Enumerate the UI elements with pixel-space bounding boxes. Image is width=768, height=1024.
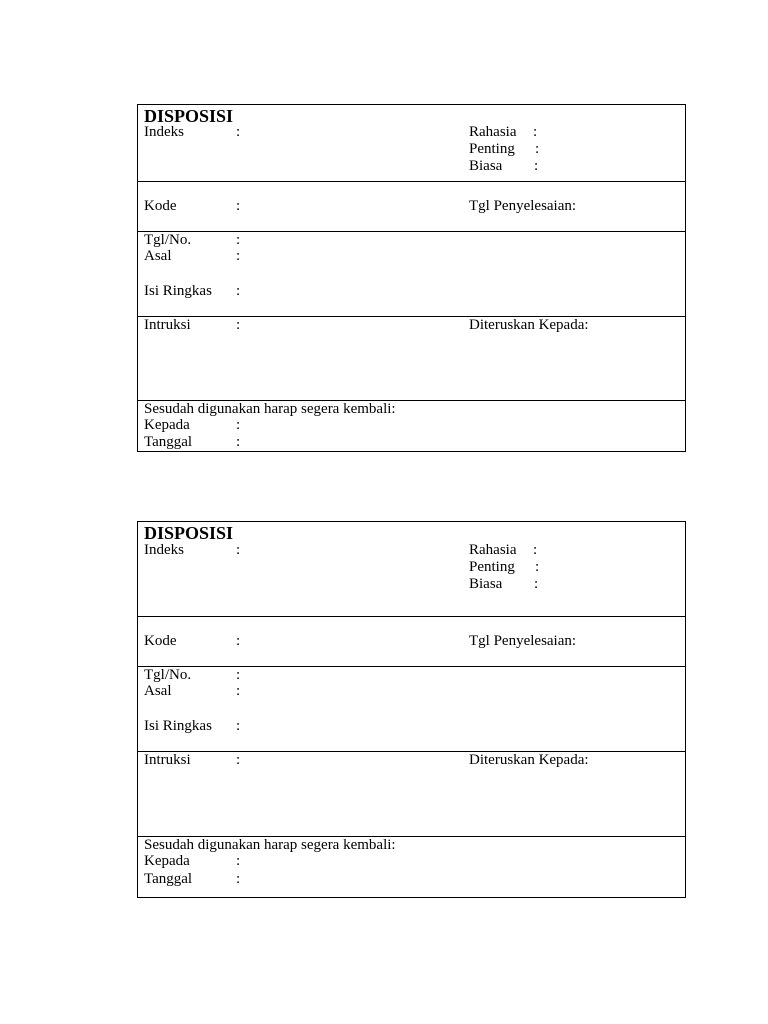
asal-label: Asal [144, 683, 172, 699]
asal-label: Asal [144, 248, 172, 264]
kode-section [138, 617, 685, 667]
biasa-label: Biasa [469, 576, 503, 592]
penting-colon: : [535, 141, 540, 157]
rahasia-colon: : [533, 124, 538, 140]
surat-section [138, 232, 685, 317]
biasa-label: Biasa [469, 158, 503, 174]
tgl-penyelesaian-label: Tgl Penyelesaian: [469, 633, 577, 649]
kembali-section [138, 401, 685, 451]
disposisi-form-1 [137, 104, 686, 452]
kepada-label: Kepada [144, 417, 190, 433]
intruksi-label: Intruksi [144, 752, 191, 768]
form-title: DISPOSISI [144, 106, 234, 126]
rahasia-colon: : [533, 542, 538, 558]
diteruskan-label: Diteruskan Kepada: [469, 752, 589, 768]
tgl-no-colon: : [236, 232, 241, 248]
kode-label: Kode [144, 633, 177, 649]
tanggal-colon: : [236, 434, 241, 450]
diteruskan-label: Diteruskan Kepada: [469, 317, 589, 333]
asal-colon: : [236, 683, 241, 699]
penting-label: Penting [469, 141, 515, 157]
intruksi-label: Intruksi [144, 317, 191, 333]
biasa-colon: : [534, 576, 539, 592]
sesudah-text: Sesudah digunakan harap segera kembali: [144, 401, 396, 417]
intruksi-section [138, 752, 685, 837]
tanggal-label: Tanggal [144, 871, 193, 887]
rahasia-label: Rahasia [469, 542, 517, 558]
tgl-penyelesaian-label: Tgl Penyelesaian: [469, 198, 577, 214]
indeks-label: Indeks [144, 124, 184, 140]
isi-ringkas-colon: : [236, 718, 241, 734]
kode-colon: : [236, 633, 241, 649]
isi-ringkas-label: Isi Ringkas [144, 283, 212, 299]
kepada-colon: : [236, 853, 241, 869]
kode-label: Kode [144, 198, 177, 214]
rahasia-label: Rahasia [469, 124, 517, 140]
indeks-label: Indeks [144, 542, 184, 558]
kepada-label: Kepada [144, 853, 190, 869]
tgl-no-label: Tgl/No. [144, 667, 192, 683]
kembali-section [138, 837, 685, 897]
form-title: DISPOSISI [144, 523, 234, 543]
header-section [138, 105, 685, 182]
tgl-no-label: Tgl/No. [144, 232, 192, 248]
asal-colon: : [236, 248, 241, 264]
intruksi-colon: : [236, 317, 241, 333]
tgl-no-colon: : [236, 667, 241, 683]
indeks-colon: : [236, 124, 241, 140]
isi-ringkas-colon: : [236, 283, 241, 299]
intruksi-colon: : [236, 752, 241, 768]
intruksi-section [138, 317, 685, 401]
penting-label: Penting [469, 559, 515, 575]
kepada-colon: : [236, 417, 241, 433]
header-section [138, 522, 685, 617]
kode-colon: : [236, 198, 241, 214]
indeks-colon: : [236, 542, 241, 558]
tanggal-label: Tanggal [144, 434, 193, 450]
kode-section [138, 182, 685, 232]
isi-ringkas-label: Isi Ringkas [144, 718, 212, 734]
tanggal-colon: : [236, 871, 241, 887]
penting-colon: : [535, 559, 540, 575]
sesudah-text: Sesudah digunakan harap segera kembali: [144, 837, 396, 853]
disposisi-form-2 [137, 521, 686, 898]
surat-section [138, 667, 685, 752]
biasa-colon: : [534, 158, 539, 174]
